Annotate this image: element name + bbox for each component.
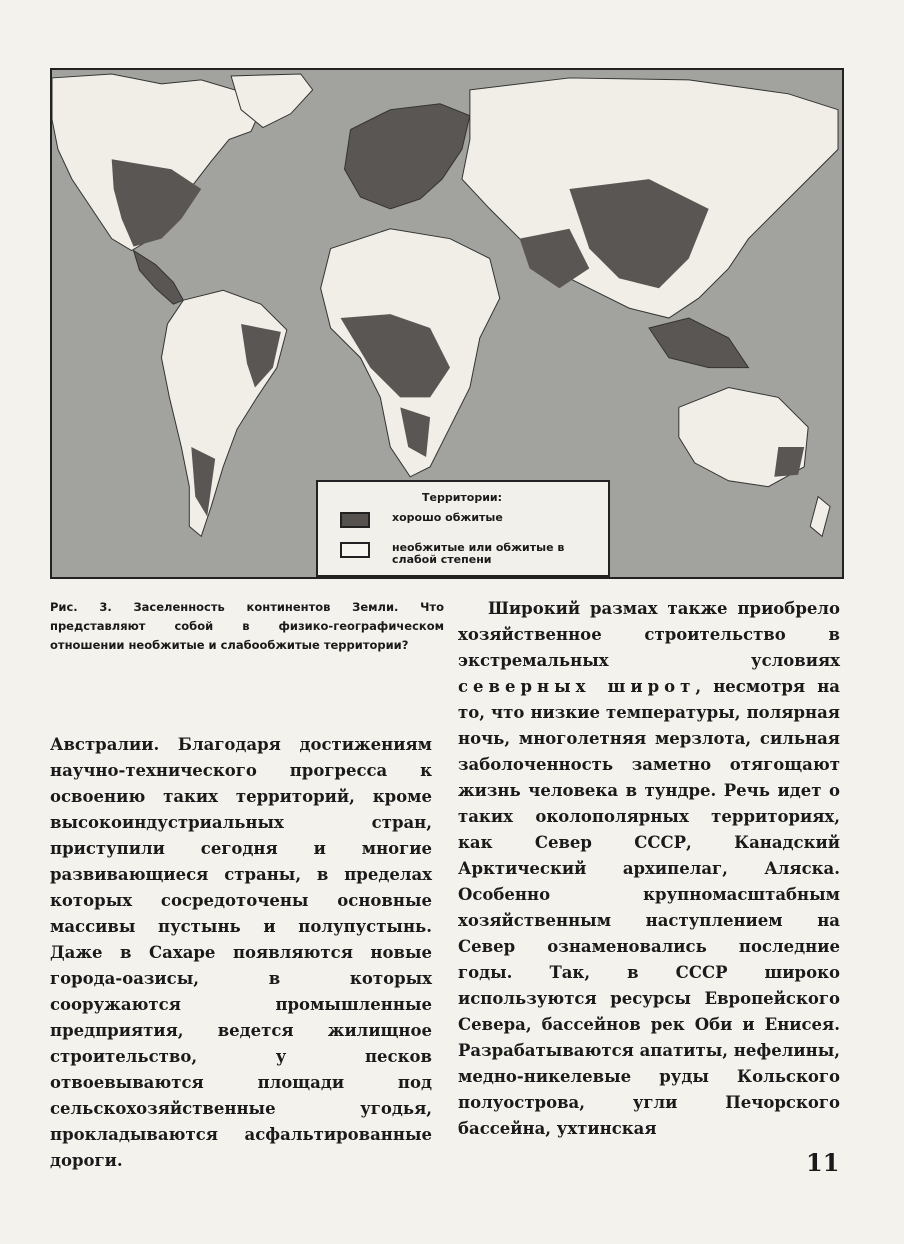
text-before: Широкий размах также приобрело хозяйственное строительство в экстремальных условиях: [458, 599, 840, 670]
legend-swatch-light: [340, 542, 370, 558]
left-column: [50, 732, 432, 1174]
left-paragraph: Австралии. Благодаря достижениям научно-технического прогресса к освоению таких территорий, кроме высокоиндустриальных стран, приступили сегодня и многие развивающиеся страны, в пределах которых сосредоточены основные массивы пустынь и полупустынь. Даже в Сахаре появляются новые города-оазисы, в которых сооружаются промышленные предприятия, ведется жилищное строительство, у песков отвоевываются площади под сельскохозяйственные угодья, прокладываются асфальтированные дороги.: [50, 735, 432, 1170]
figure-caption: Рис. 3. Заселенность континентов Земли. Что представляют собой в физико-географическом отношении необжитые и слабообжитые территории?: [50, 600, 444, 652]
world-population-map: [50, 68, 844, 579]
right-column: [458, 596, 840, 1142]
emphasis-text: северных широт: [458, 677, 696, 696]
right-paragraph: [458, 596, 840, 1142]
text-after: , несмотря на то, что низкие температуры, полярная ночь, многолетняя мерзлота, сильная заболоченность заметно отягощают жизнь человека в тундре. Речь идет о таких околополярных территориях, как Север СССР, Канадский Арктический архипелаг, Аляска. Особенно крупномасштабным хозяйственным наступлением на Север ознаменовались последние годы. Так, в СССР широко используются ресурсы Европейского Севера, бассейнов рек Оби и Енисея. Разрабатываются апатиты, нефелины, медно-никелевые руды Кольского полуострова, угли Печорского бассейна, ухтинская: [458, 677, 840, 1138]
legend-title: Территории:: [422, 491, 503, 504]
legend-label: хорошо обжитые: [392, 511, 503, 524]
legend-item-well-populated: [340, 512, 592, 528]
map-legend: [316, 480, 610, 577]
legend-label: необжитые или обжитые в слабой степени: [392, 541, 565, 566]
legend-item-sparsely-populated: [340, 542, 592, 566]
legend-swatch-dark: [340, 512, 370, 528]
page-number: 11: [806, 1148, 840, 1177]
